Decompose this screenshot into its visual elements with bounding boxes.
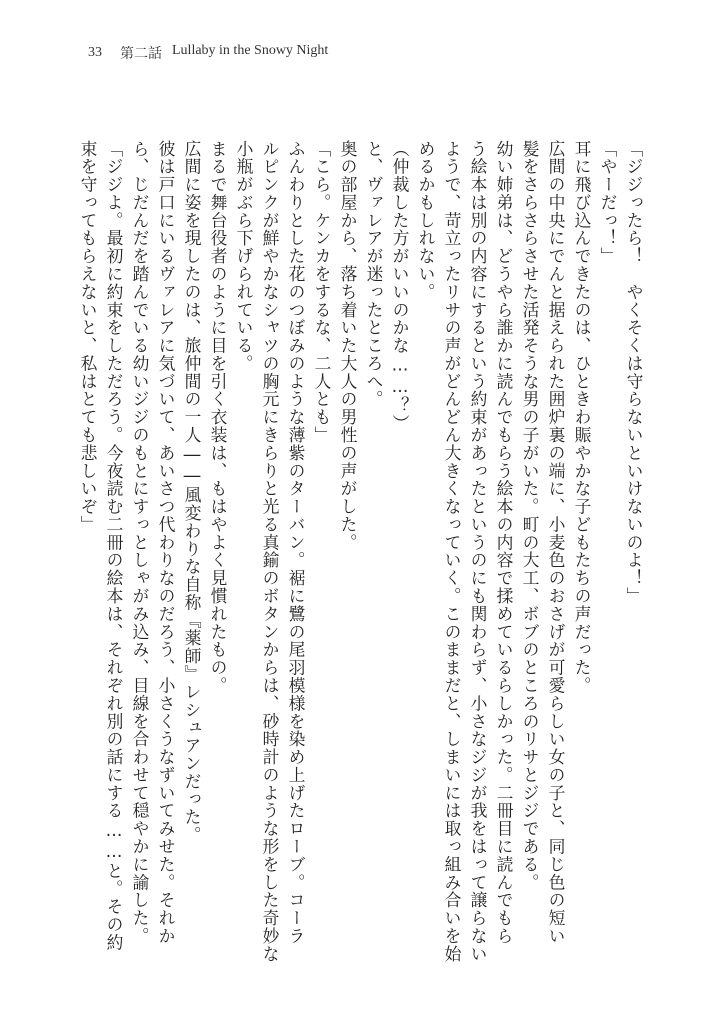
text-line: 彼は戸口にいるヴァレアに気づいて、あいさつ代わりなのだろう、小さくうなずいてみせた。それか	[156, 140, 176, 946]
chapter-label: 第二話	[120, 47, 162, 62]
text-line: ルピンクが鮮やかなシャツの胸元にきらりと光る真鍮のボタンからは、砂時計のような形をした奇妙な	[260, 140, 280, 963]
running-header	[88, 43, 328, 63]
text-line: 幼い姉弟は、どうやら誰かに読んでもらう絵本の内容で揉めているらしかった。二冊目に読んでもら	[494, 140, 514, 946]
text-line: ら、じだんだを踏んでいる幼いジジのもとにすっとしゃがみ込み、目線を合わせて穏やかに諭した。	[130, 140, 150, 946]
text-line: ふんわりとした花のつぼみのような薄紫のターバン。裾に鷺の尾羽模様を染め上げたローブ。コーラ	[286, 140, 306, 946]
text-line: 「ジジったら！ やくそくは守らないといけないのよ！」	[624, 140, 644, 606]
text-line: 耳に飛び込んできたのは、ひときわ賑やかな子どもたちの声だった。	[572, 140, 592, 695]
text-line: 小瓶がぶら下げられている。	[234, 140, 254, 373]
chapter-title: Lullaby in the Snowy Night	[172, 43, 329, 58]
text-line: 広間の中央にでんと据えられた囲炉裏の端に、小麦色のおさげが可愛らしい女の子と、同じ色の短い	[546, 140, 566, 946]
text-line: 束を守ってもらえないと、私はとても悲しいぞ」	[78, 140, 98, 534]
text-line: と、ヴァレアが迷ったところへ。	[364, 140, 384, 409]
vertical-body-text	[74, 140, 644, 963]
text-line: 奥の部屋から、落ち着いた大人の男性の声がした。	[338, 140, 358, 552]
text-line: まるで舞台役者のように目を引く衣装は、もはやよく見慣れたもの。	[208, 140, 228, 695]
page-number: 33	[88, 45, 102, 60]
text-line: （仲裁した方がいいのかな……？）	[390, 140, 410, 433]
text-line: めるかもしれない。	[416, 140, 436, 302]
text-line: 髪をさらさらさせた活発そうな男の子がいた。町の大工、ボブのところのリサとジジである。	[520, 140, 540, 892]
text-line: 広間に姿を現したのは、旅仲間の一人――風変わりな自称『薬師』レシュアンだった。	[182, 140, 202, 845]
text-line: ようで、苛立ったリサの声がどんどん大きくなっていく。このままだと、しまいには取っ組み合いを始	[442, 140, 462, 963]
text-line: 「こら。ケンカをするな、二人とも」	[312, 140, 332, 445]
text-line: 「やーだっ！」	[598, 140, 618, 266]
chapter-heading	[120, 43, 328, 63]
text-line: う絵本は別の内容にするという約束があったというのにも関わらず、小さなジジが我をはって譲らない	[468, 140, 488, 963]
text-line: 「ジジよ。最初に約束をしただろう。今夜読む二冊の絵本は、それぞれ別の話にする……と。その約	[104, 140, 124, 952]
